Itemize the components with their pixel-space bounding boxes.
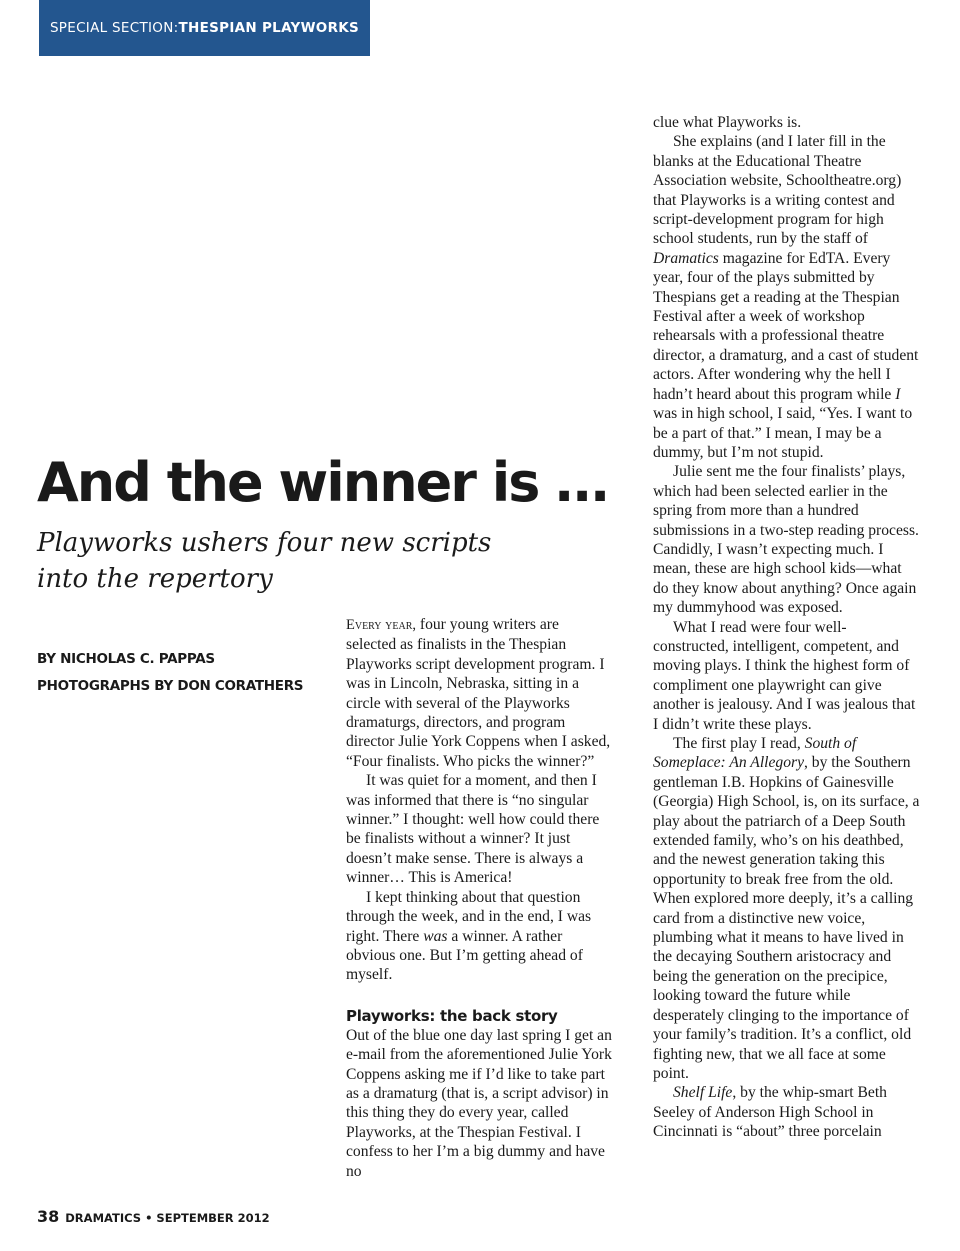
- byline: BY NICHOLAS C. PAPPAS: [37, 651, 215, 667]
- emphasis: I: [895, 385, 901, 403]
- play-title: South of Someplace: An Allegory: [653, 735, 857, 772]
- emphasis: was: [423, 927, 448, 945]
- article-dek: Playworks ushers four new scripts into the repertory: [37, 528, 492, 594]
- section-subhead: Playworks: the back story: [346, 1006, 558, 1025]
- lead-in: Every year,: [346, 617, 416, 633]
- paragraph-text: , by the whip-smart Beth Seeley of Anderson High School in Cincinnati is “about” three porcelain: [653, 1084, 887, 1141]
- paragraph: [653, 734, 921, 1083]
- article-headline: And the winner is …: [37, 451, 608, 514]
- play-title: Shelf Life: [673, 1084, 733, 1102]
- paragraph: It was quiet for a moment, and then I was informed that there is “no singular winner.” I thought: well how could there be finalists without a winner? It just doesn’t make sense. There is always a winner… This is America!: [346, 772, 600, 887]
- paragraph: [653, 132, 921, 462]
- paragraph-text: I kept thinking about that question through the week, and in the end, I was right. There: [346, 888, 592, 945]
- paragraph-text: magazine for EdTA. Every year, four of the plays submitted by Thespians get a reading at the Thespian Festival after a week of workshop rehearsals with a professional theatre director, a dramaturg, and a cast of student actors. After wondering why the hell I hadn’t heard about this program while: [653, 249, 919, 403]
- body-column-1: [346, 615, 612, 1181]
- paragraph-text: was in high school, I said, “Yes. I want to be a part of that.” I mean, I may be a dummy, but I’m not stupid.: [653, 405, 913, 461]
- paragraph-text: , by the Southern gentleman I.B. Hopkins of Gainesville (Georgia) High School, is, on its surface, a play about the patriarch of a Deep South extended family, who’s on his deathbed, and the newest generation taking this opportunity to break free from the old. When explored more deeply, it’s a calling card from a distinctive new voice, plumbing what it means to have lived in the decaying Southern aristocracy and being the generation on the precipice, looking toward the future while desperately clinging to the importance of your family’s tradition. It’s a conflict, old fighting new, that we all face at some point.: [653, 754, 920, 1082]
- paragraph: [346, 615, 612, 771]
- banner-section: THESPIAN PLAYWORKS: [178, 20, 360, 36]
- paragraph: Julie sent me the four finalists’ plays, which had been selected earlier in the spring from more than a hundred submissions in a two-step reading process. Candidly, I wasn’t expecting much. I mean, these are high school kids—what do they know about anything? Once again my dummyhood was exposed.: [653, 463, 919, 617]
- magazine-title: Dramatics: [653, 249, 719, 267]
- body-column-2: [653, 113, 921, 1142]
- paragraph-text: She explains (and I later fill in the blanks at the Educational Theatre Association website, Schooltheatre.org) that Playworks is a writing contest and script-development program for high school students, run by the staff of: [653, 133, 902, 248]
- section-banner: [39, 0, 370, 56]
- paragraph: Out of the blue one day last spring I get an e-mail from the aforementioned Julie York Coppens asking me if I’d like to take part as a dramaturg (that is, a script advisor) in this thing they do every year, called Playworks, at the Thespian Festival. I confess to her I’m a big dummy and have no: [346, 1026, 612, 1180]
- page-footer: [37, 1207, 270, 1226]
- paragraph: [653, 1083, 921, 1141]
- publication-info: DRAMATICS • SEPTEMBER 2012: [65, 1211, 270, 1225]
- page-number: 38: [37, 1207, 60, 1226]
- paragraph-text: The first play I read,: [673, 735, 805, 752]
- paragraph: [346, 888, 612, 985]
- paragraph-text: a winner. A rather obvious one. But I’m getting ahead of myself.: [346, 927, 583, 984]
- paragraph-text: four young writers are selected as finalists in the Thespian Playworks script development program. I was in Lincoln, Nebraska, sitting in a circle with several of the Playworks dramaturgs, directors, and program director Julie York Coppens when I asked, “Four finalists. Who picks the winner?”: [346, 616, 611, 770]
- paragraph: What I read were four well-constructed, intelligent, competent, and moving plays. I think the highest form of compliment one playwright can give another is jealousy. And I was jealous that I didn’t write these plays.: [653, 618, 916, 733]
- banner-prefix: SPECIAL SECTION:: [49, 20, 179, 36]
- photo-credit: PHOTOGRAPHS BY DON CORATHERS: [37, 678, 304, 694]
- paragraph: clue what Playworks is.: [653, 114, 802, 131]
